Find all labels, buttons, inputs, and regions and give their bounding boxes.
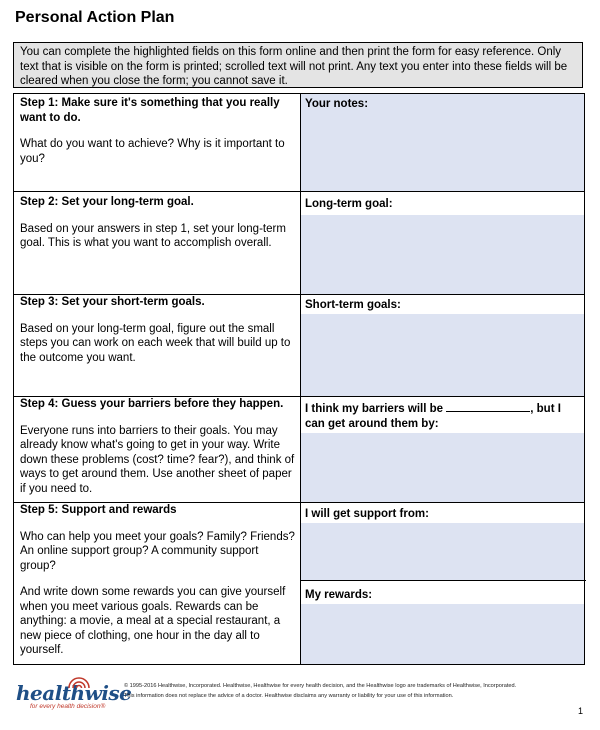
short-term-goals-label: Short-term goals: — [305, 299, 401, 311]
intro-box — [13, 42, 583, 88]
support-field[interactable] — [301, 523, 584, 580]
disclaimer-text: This information does not replace the advice of a doctor. Healthwise disclaims any warranty or liability for your use of this information. — [124, 692, 454, 699]
long-term-goal-label: Long-term goal: — [305, 198, 393, 210]
legal-text — [124, 683, 554, 702]
barriers-field[interactable] — [301, 433, 584, 502]
action-plan-table — [13, 93, 585, 665]
step-2 — [20, 195, 295, 263]
rewards-label: My rewards: — [305, 589, 373, 601]
barriers-label-a: I think my barriers will be — [305, 403, 444, 415]
long-term-goal-field[interactable] — [301, 215, 584, 294]
field-divider — [300, 580, 586, 581]
row-divider — [14, 191, 584, 192]
barriers-blank[interactable] — [446, 400, 530, 412]
step-5-text-1: Who can help you meet your goals? Family? Friends? An online support group? A community support group? — [20, 530, 295, 572]
step-3 — [20, 295, 295, 377]
healthwise-logo — [16, 681, 131, 710]
logo-arcs-icon — [66, 675, 92, 689]
step-3-text: Based on your long-term goal, figure out the small steps you can work on each week that will build up to the outcome you want. — [20, 322, 291, 364]
step-5-text-2: And write down some rewards you can give yourself when you meet various goals. Rewards can be anything: a movie, a meal at a special restaurant, a new piece of clothing, one hour in the day all to yourself. — [20, 586, 286, 656]
step-5 — [20, 503, 295, 670]
step-2-heading: Step 2: Set your long-term goal. — [20, 196, 194, 208]
step-1-heading: Step 1: Make sure it's something that you really want to do. — [20, 97, 280, 124]
logo-tagline: for every health decision® — [30, 703, 106, 710]
rewards-field[interactable] — [301, 604, 584, 664]
step-3-heading: Step 3: Set your short-term goals. — [20, 296, 205, 308]
step-1 — [20, 96, 295, 178]
notes-label: Your notes: — [305, 98, 369, 110]
step-1-text: What do you want to achieve? Why is it important to you? — [20, 138, 285, 165]
short-term-goals-field[interactable] — [301, 314, 584, 396]
step-4-heading: Step 4: Guess your barriers before they happen. — [20, 398, 284, 410]
logo-wordmark: healthwise — [16, 681, 132, 705]
intro-text: You can complete the highlighted fields on this form online and then print the form for easy reference. Only text that is visible on the form is printed; scrolled text will not print. Any text you enter into these fields will be cleared when you close the form; you cannot save it. — [20, 46, 568, 87]
page-number: 1 — [578, 706, 584, 716]
barriers-label — [305, 400, 580, 431]
barriers-label-b: , but I — [530, 403, 561, 415]
barriers-label-c: can get around them by: — [305, 417, 439, 430]
step-4 — [20, 397, 295, 508]
support-label: I will get support from: — [305, 508, 429, 520]
step-4-text: Everyone runs into barriers to their goals. You may already know what's going to get in your way. Write down these problems (cost? time? fear?), and think of ways to get around them. Use another sheet of paper if you need to. — [20, 424, 295, 495]
column-divider — [300, 94, 301, 664]
copyright-text: © 1995-2016 Healthwise, Incorporated. Healthwise, Healthwise for every health decision, and the Healthwise logo are trademarks of Healthwise, Incorporated. — [124, 683, 517, 689]
page-title: Personal Action Plan — [15, 9, 175, 26]
step-5-heading: Step 5: Support and rewards — [20, 504, 177, 516]
step-2-text: Based on your answers in step 1, set your long-term goal. This is what you want to accomplish overall. — [20, 222, 286, 249]
